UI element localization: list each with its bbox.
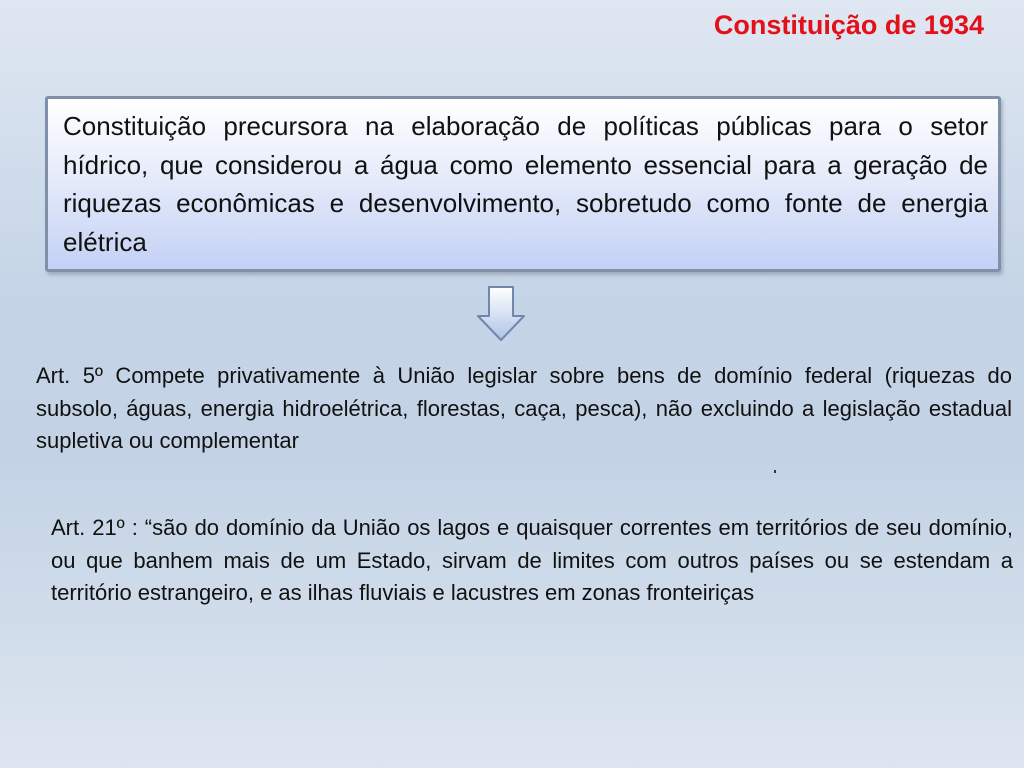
slide-title: Constituição de 1934	[713, 10, 984, 40]
article-21-text: Art. 21º : “são do domínio da União os lagos e quaisquer correntes em territórios de seu domínio, ou que banhem mais de um Estado, sirvam de limites com outros países ou se estendam a território estrangeiro, e as ilhas fluviais e lacustres em zonas fronteiriças	[51, 515, 1013, 605]
down-arrow-icon	[476, 286, 526, 342]
summary-text: Constituição precursora na elaboração de políticas públicas para o setor hídrico, que considerou a água como elemento essencial para a geração de riquezas econômicas e desenvolvimento, sobretudo como fonte de energia elétrica	[63, 111, 988, 257]
stray-dot	[774, 470, 776, 473]
article-5-text: Art. 5º Compete privativamente à União legislar sobre bens de domínio federal (riquezas do subsolo, águas, energia hidroelétrica, florestas, caça, pesca), não excluindo a legislação estadual supletiva ou complementar	[36, 363, 1012, 453]
summary-box	[45, 96, 1001, 272]
